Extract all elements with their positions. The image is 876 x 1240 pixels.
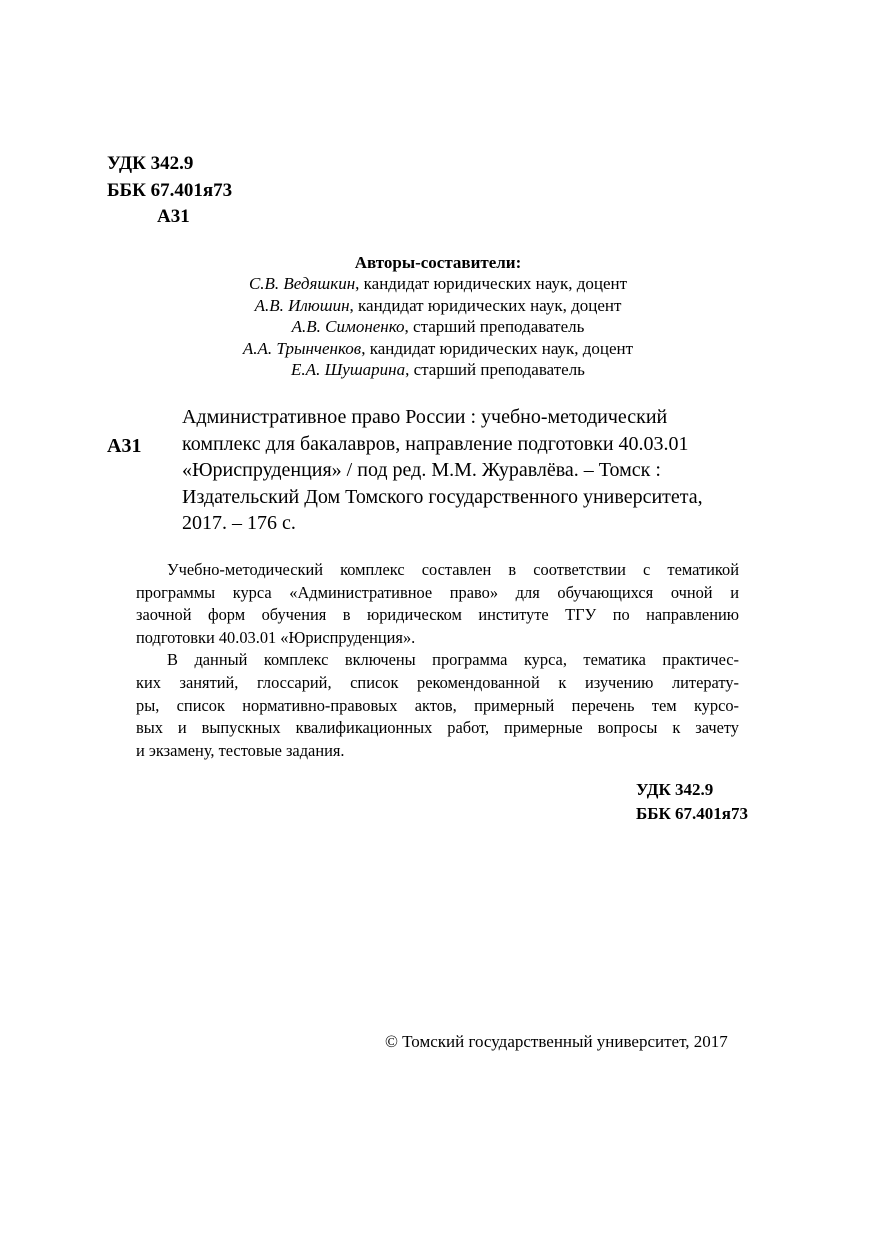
author-line xyxy=(0,316,876,337)
annotation-line: программы курса «Административное право» для обучающихся очной и xyxy=(136,582,739,602)
annotation-line: заочной форм обучения в юридическом институте ТГУ по направлению xyxy=(136,605,739,625)
bbk-code-top: ББК 67.401я73 xyxy=(107,180,233,201)
author-name: А.В. Симоненко xyxy=(291,317,405,337)
copyright-notice: © Томский государственный университет, 2017 xyxy=(385,1032,728,1051)
author-line xyxy=(0,295,876,316)
author-mark-top: А31 xyxy=(157,206,190,227)
biblio-line: «Юриспруденция» / под ред. М.М. Журавлёва. – Томск : xyxy=(182,459,661,482)
biblio-line: Административное право России : учебно-методический xyxy=(182,406,668,428)
biblio-line: Издательский Дом Томского государственного университета, xyxy=(182,485,703,508)
annotation-line: и экзамену, тестовые задания. xyxy=(136,740,345,760)
annotation-line: В данный комплекс включены программа курса, тематика практичес- xyxy=(167,650,739,670)
author-name: А.В. Илюшин xyxy=(254,295,350,315)
author-line xyxy=(0,338,876,359)
authors-block xyxy=(0,252,876,380)
annotation-line: подготовки 40.03.01 «Юриспруденция». xyxy=(136,627,416,647)
annotation-line: Учебно-методический комплекс составлен в соответствии с тематикой xyxy=(167,560,739,579)
authors-heading: Авторы-составители: xyxy=(354,253,522,272)
biblio-line: комплекс для бакалавров, направление подготовки 40.03.01 xyxy=(182,432,689,455)
author-name: А.А. Трынченков xyxy=(242,338,362,358)
annotation xyxy=(136,559,739,762)
author-role: , кандидат юридических наук, доцент xyxy=(361,338,634,358)
author-line xyxy=(0,359,876,380)
bbk-code-bottom: ББК 67.401я73 xyxy=(636,804,749,823)
classification-bottom xyxy=(636,778,748,826)
biblio-line: 2017. – 176 с. xyxy=(182,512,296,535)
annotation-line: ких занятий, глоссарий, список рекомендованной к изучению литерату- xyxy=(136,672,739,692)
author-name: С.В. Ведяшкин xyxy=(248,274,356,294)
author-role: , кандидат юридических наук, доцент xyxy=(355,274,628,294)
author-role: , старший преподаватель xyxy=(404,317,585,337)
bibliographic-description xyxy=(182,404,774,537)
author-role: , старший преподаватель xyxy=(405,360,585,380)
author-role: , кандидат юридических наук, доцент xyxy=(349,295,622,315)
biblio-author-mark: А31 xyxy=(107,435,142,457)
author-name: Е.А. Шушарина xyxy=(291,360,406,380)
annotation-line: ры, список нормативно-правовых актов, примерный перечень тем курсо- xyxy=(136,695,739,715)
annotation-line: вых и выпускных квалификационных работ, примерные вопросы к зачету xyxy=(136,718,739,738)
udk-code-bottom: УДК 342.9 xyxy=(636,780,714,799)
author-line xyxy=(0,273,876,294)
udk-code-top: УДК 342.9 xyxy=(107,153,194,174)
